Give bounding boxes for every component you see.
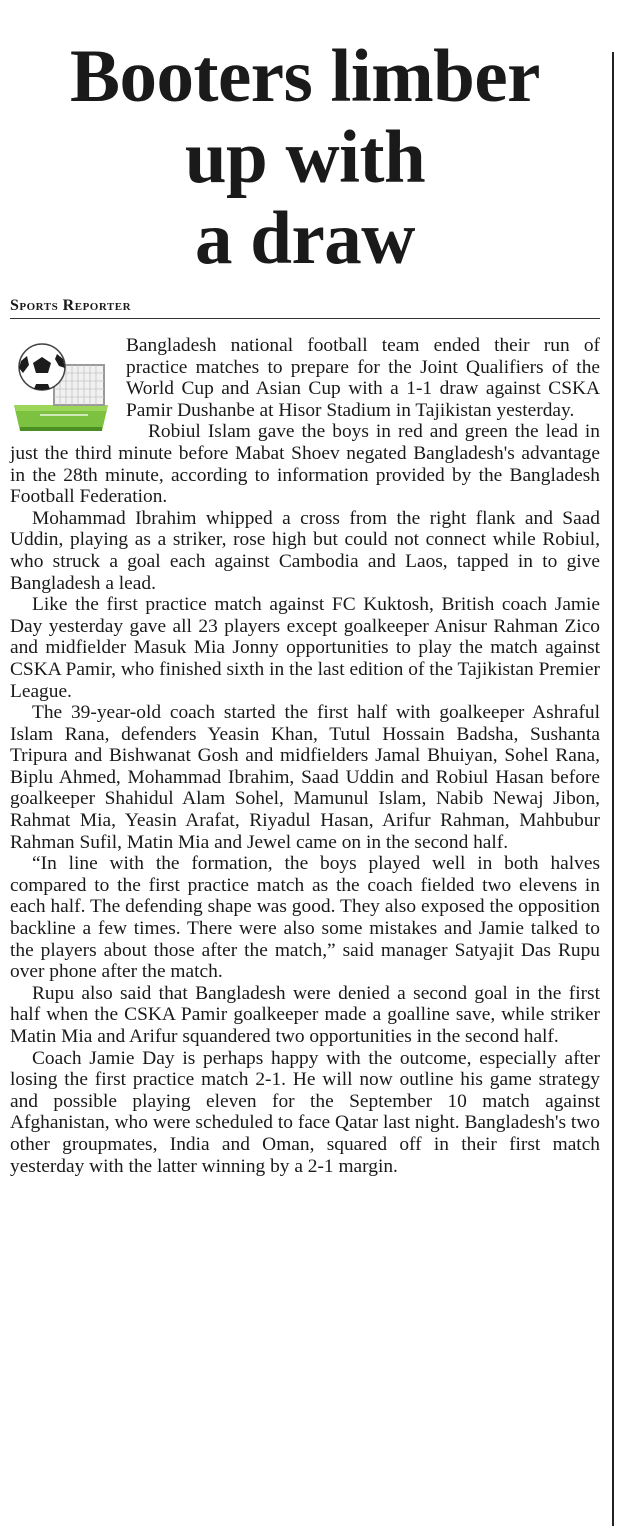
article-body xyxy=(10,335,600,1177)
football-goal-illustration-icon xyxy=(10,335,112,433)
paragraph-8: Coach Jamie Day is perhaps happy with the outcome, especially after losing the first practice match 2-1. He will now outline his game strategy and possible playing eleven for the September 10 match against Afghanistan, who were scheduled to face Qatar last night. Bangladesh's two other groupmates, India and Oman, squared off in their first match yesterday with the latter winning by a 2-1 margin. xyxy=(10,1047,600,1177)
paragraph-5: The 39-year-old coach started the first half with goalkeeper Ashraful Islam Rana, defenders Yeasin Khan, Tutul Hossain Badsha, Sushanta Tripura and Bishwanat Gosh and midfielders Jamal Bhuiyan, Sohel Rana, Biplu Ahmed, Mohammad Ibrahim, Saad Uddin and Robiul Hasan before goalkeeper Shahidul Alam Sohel, Mamunul Islam, Nabib Newaj Jibon, Rahmat Mia, Yeasin Arafat, Riyadul Hasan, Arifur Rahman, Mahbubur Rahman Sufil, Matin Mia and Jewel came on in the second half. xyxy=(10,702,600,853)
headline xyxy=(10,36,600,279)
paragraph-4: Like the first practice match against FC Kuktosh, British coach Jamie Day yesterday gave all 23 players except goalkeeper Anisur Rahman Zico and midfielder Masuk Mia Jonny opportunities to play the match against CSKA Pamir, who finished sixth in the last edition of the Tajikistan Premier League. xyxy=(10,594,600,702)
column-divider xyxy=(612,52,614,1526)
headline-line-2: up with xyxy=(184,116,426,199)
paragraph-6: “In line with the formation, the boys played well in both halves compared to the first practice match as the coach fielded two elevens in each half. The defending shape was good. They also exposed the opposition backline a few times. There were also some mistakes and Jamie talked to the players about those after the match,” said manager Satyajit Das Rupu over phone after the match. xyxy=(10,853,600,983)
paragraph-1: Bangladesh national football team ended their run of practice matches to prepare for the Joint Qualifiers of the World Cup and Asian Cup with a 1-1 draw against CSKA Pamir Dushanbe at Hisor Stadium in Tajikistan yesterday. xyxy=(126,335,600,421)
headline-line-3: a draw xyxy=(195,197,415,280)
paragraph-3: Mohammad Ibrahim whipped a cross from the right flank and Saad Uddin, playing as a striker, rose high but could not connect while Robiul, who struck a goal each against Cambodia and Laos, tapped in to give Bangladesh a lead. xyxy=(10,507,600,594)
headline-line-1: Booters limber xyxy=(70,35,540,118)
paragraph-7: Rupu also said that Bangladesh were denied a second goal in the first half when the CSKA Pamir goalkeeper made a goalline save, while striker Matin Mia and Arifur squandered two opportunities in the second half. xyxy=(10,982,600,1047)
news-article xyxy=(10,36,600,1177)
byline: Sports Reporter xyxy=(10,297,600,319)
paragraph-2: Robiul Islam gave the boys in red and green the lead in just the third minute before Mabat Shoev negated Bangladesh's advantage in the 28th minute, according to information provided by the Bangladesh Football Federation. xyxy=(10,421,600,508)
